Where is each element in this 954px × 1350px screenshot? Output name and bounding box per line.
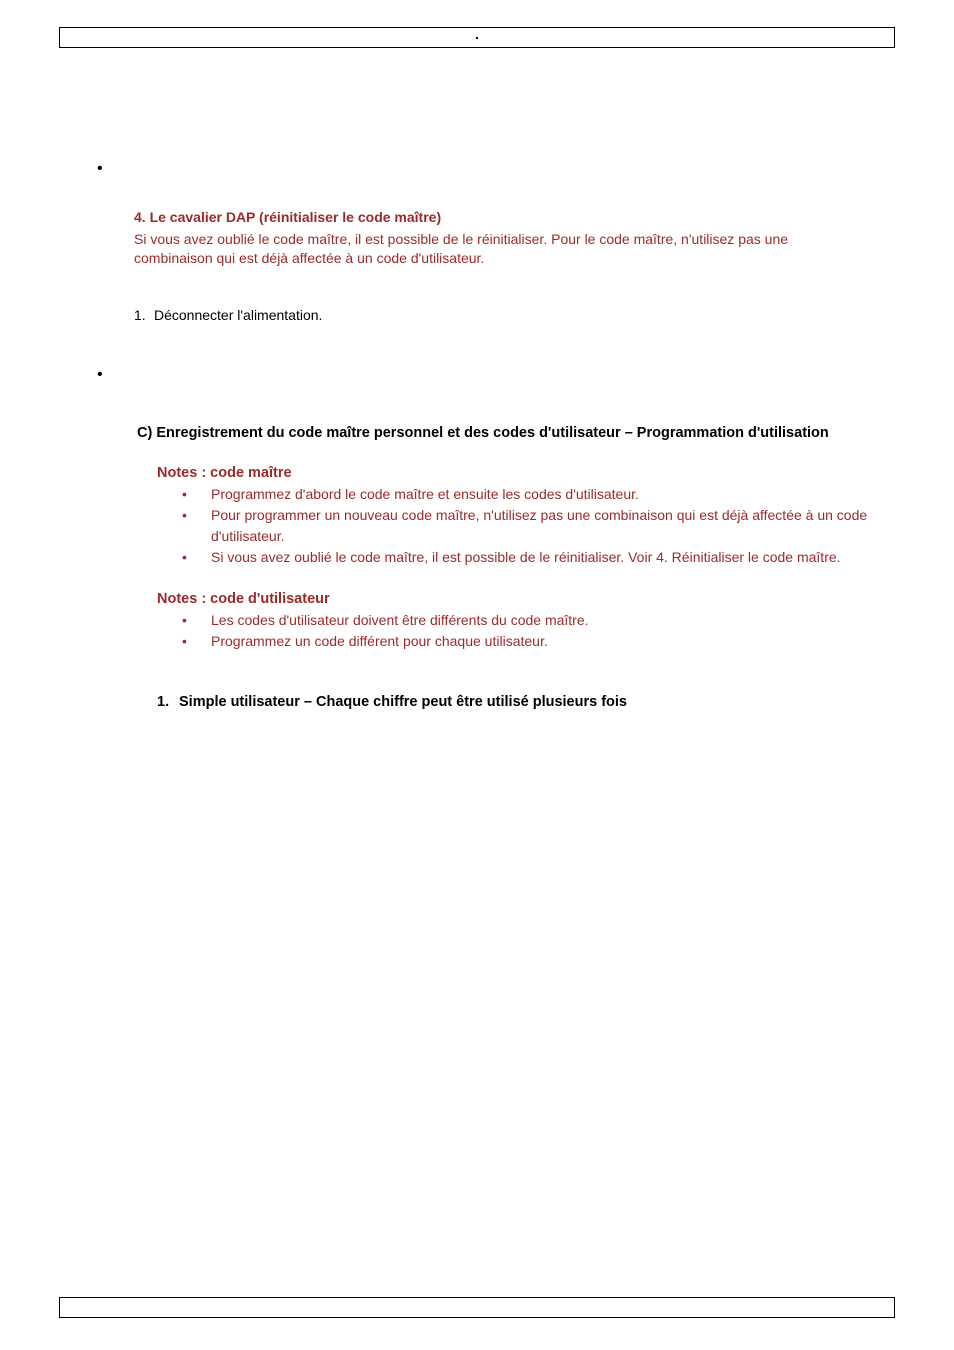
dap-step-text: Déconnecter l'alimentation. <box>154 307 323 323</box>
header-box <box>59 27 895 48</box>
list-item: • Pour programmer un nouveau code maître, n'utilisez pas une combinaison qui est déjà affectée à un code d'utilisateur. <box>182 507 868 544</box>
list-item: • Les codes d'utilisateur doivent être différents du code maître. <box>182 610 882 631</box>
list-bullet: • <box>182 549 187 565</box>
list-bullet: • <box>182 507 187 523</box>
list-bullet: • <box>182 612 187 628</box>
section-c-title: C) Enregistrement du code maître personnel et des codes d'utilisateur – Programmation d'utilisation <box>137 425 829 441</box>
bullet-1: • <box>97 160 103 177</box>
dap-step-1 <box>134 307 322 323</box>
dap-section-title: 4. Le cavalier DAP (réinitialiser le code maître) <box>134 209 442 225</box>
header-mark: . <box>475 26 479 42</box>
list-item: • Programmez d'abord le code maître et ensuite les codes d'utilisateur. <box>182 484 882 505</box>
section-c-step-number: 1. <box>157 694 170 710</box>
dap-step-number: 1. <box>134 307 146 323</box>
dap-section-text: Si vous avez oublié le code maître, il est possible de le réinitialiser. Pour le code maître, n'utilisez pas une combinaison qui est déjà affectée à un code d'utilisateur. <box>134 231 789 266</box>
notes-user-heading: Notes : code d'utilisateur <box>157 591 330 607</box>
section-c-step-text: Simple utilisateur – Chaque chiffre peut être utilisé plusieurs fois <box>179 694 627 710</box>
list-bullet: • <box>182 486 187 502</box>
footer-box <box>59 1297 895 1318</box>
notes-user-list <box>182 610 882 652</box>
section-c-step-1 <box>157 694 627 710</box>
list-item: • Programmez un code différent pour chaque utilisateur. <box>182 631 882 652</box>
list-bullet: • <box>182 633 187 649</box>
notes-master-heading: Notes : code maître <box>157 465 292 481</box>
bullet-2: • <box>97 366 103 383</box>
notes-master-list <box>182 484 882 568</box>
list-item: • Si vous avez oublié le code maître, il est possible de le réinitialiser. Voir 4. Réinitialiser le code maître. <box>182 547 882 568</box>
